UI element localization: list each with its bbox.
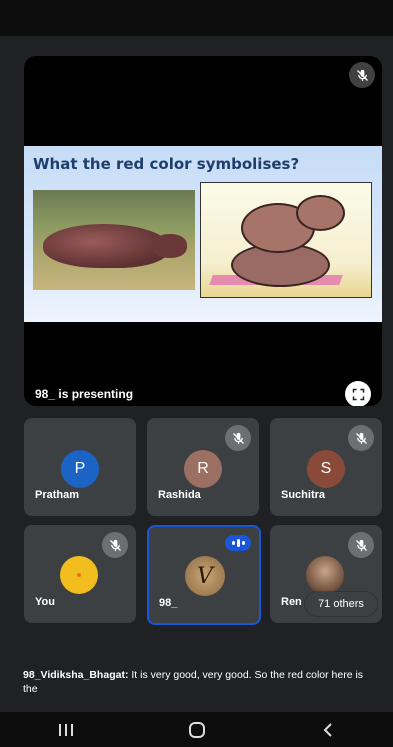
avatar: P: [61, 450, 99, 488]
hippo-cartoon: [200, 182, 372, 298]
caption-speaker: 98_Vidiksha_Bhagat:: [23, 669, 129, 681]
avatar: V: [185, 556, 225, 596]
live-caption: [23, 668, 373, 696]
caption-text: It is very good, very good. So the red color here is the: [23, 669, 364, 695]
system-nav-bar: [0, 712, 393, 747]
participant-tile-suchitra[interactable]: [270, 418, 382, 516]
back-button[interactable]: [308, 715, 348, 745]
participant-tile-98[interactable]: [147, 525, 261, 625]
recent-apps-icon: [57, 723, 75, 737]
back-icon: [321, 722, 335, 738]
speaking-indicator-icon: [225, 535, 251, 551]
mic-off-icon: [349, 62, 375, 88]
avatar: [306, 556, 344, 594]
fullscreen-icon: [351, 387, 366, 402]
others-button[interactable]: 71 others: [305, 592, 377, 616]
avatar: S: [307, 450, 345, 488]
participant-name: Pratham: [35, 489, 80, 501]
hippo-photo: [33, 190, 195, 290]
presenter-label: 98_ is presenting: [35, 387, 134, 401]
recent-apps-button[interactable]: [46, 715, 86, 745]
participant-name: You: [35, 596, 55, 608]
mic-off-icon: [348, 425, 374, 451]
participant-name: Suchitra: [281, 489, 326, 501]
participant-tile-you[interactable]: [24, 525, 136, 623]
participant-name: Ren: [281, 596, 302, 608]
fullscreen-button[interactable]: [345, 381, 371, 406]
participant-tile-rashida[interactable]: [147, 418, 259, 516]
mic-off-icon: [102, 532, 128, 558]
home-button[interactable]: [177, 715, 217, 745]
participant-name: Rashida: [158, 489, 201, 501]
presentation-tile[interactable]: [24, 56, 382, 406]
participant-tile-pratham[interactable]: [24, 418, 136, 516]
mic-off-icon: [348, 532, 374, 558]
mic-off-icon: [225, 425, 251, 451]
shared-slide: [24, 146, 382, 322]
slide-title: What the red color symbolises?: [33, 155, 300, 173]
avatar: [60, 556, 98, 594]
participant-name: 98_: [159, 597, 178, 609]
avatar: R: [184, 450, 222, 488]
status-bar: [0, 0, 393, 36]
home-icon: [188, 721, 206, 739]
